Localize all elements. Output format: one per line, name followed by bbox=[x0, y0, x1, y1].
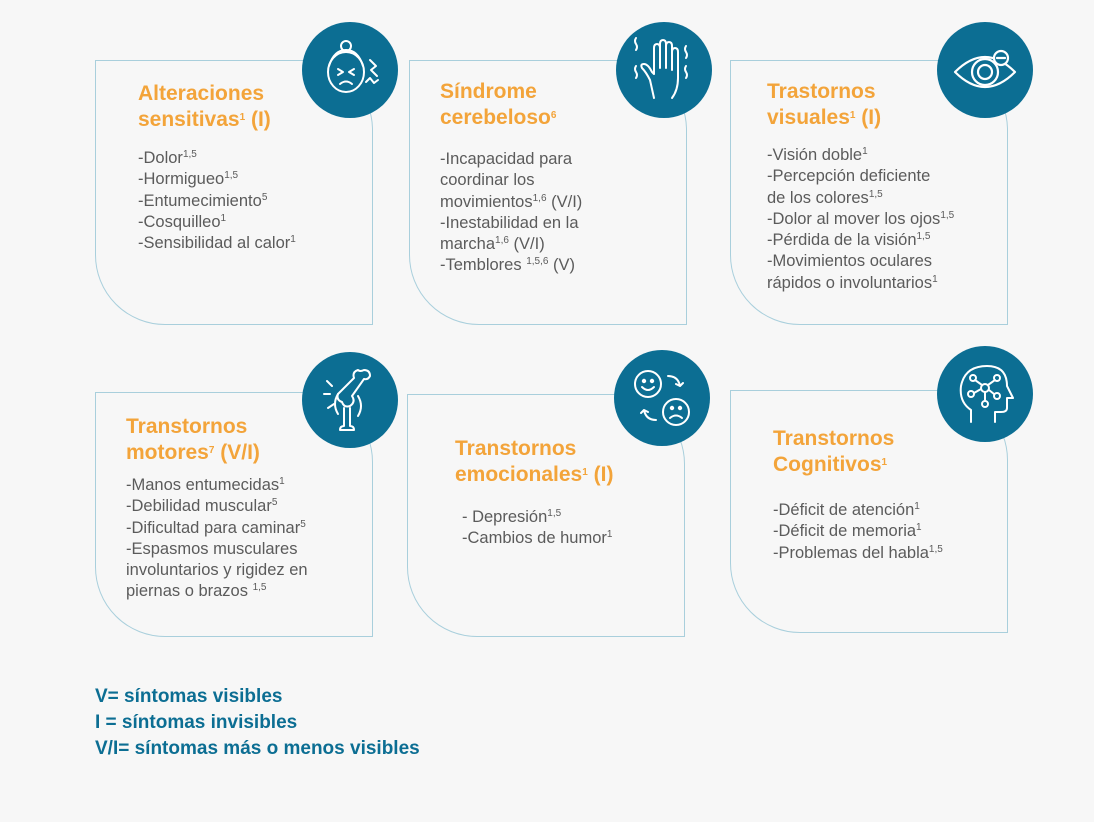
card-title: Transtornos Cognitivos$^1$ bbox=[773, 427, 895, 476]
list-item: marcha$^{1,6}$ (V/I) bbox=[440, 235, 545, 254]
list-item: -Cosquilleo$^1$ bbox=[138, 212, 227, 231]
list-item: movimientos$^{1,6}$ (V/I) bbox=[440, 192, 583, 211]
legend-mixed: V/I= síntomas más o menos visibles bbox=[95, 738, 420, 759]
symptom-list bbox=[126, 475, 308, 603]
eye-icon bbox=[937, 22, 1033, 118]
card-title: Transtornos motores$^7$ (V/I) bbox=[126, 415, 260, 464]
list-item: -Temblores $^{1,5,6}$ (V) bbox=[440, 256, 576, 275]
list-item: -Dolor al mover los ojos$^{1,5}$ bbox=[767, 209, 955, 228]
list-item: - Depresión$^{1,5}$ bbox=[462, 508, 562, 526]
card-title: Transtornos emocionales$^1$ (I) bbox=[455, 437, 614, 486]
list-item: -Pérdida de la visión$^{1,5}$ bbox=[767, 231, 931, 250]
list-item: -Cambios de humor$^1$ bbox=[462, 529, 613, 548]
list-item: -Manos entumecidas$^1$ bbox=[126, 476, 285, 494]
legend bbox=[95, 684, 420, 762]
mood-swing-icon bbox=[614, 350, 710, 446]
list-item: coordinar los bbox=[440, 171, 535, 190]
face-pain-icon bbox=[302, 22, 398, 118]
symptom-list bbox=[440, 149, 582, 277]
list-item: -Déficit de atención$^1$ bbox=[773, 501, 920, 519]
list-item: piernas o brazos $^{1,5}$ bbox=[126, 582, 267, 601]
list-item: -Incapacidad para bbox=[440, 150, 573, 168]
legend-invisible: I = síntomas invisibles bbox=[95, 712, 298, 733]
trembling-hand-icon bbox=[616, 22, 712, 118]
symptom-list bbox=[462, 507, 612, 550]
card-title: Alteraciones sensitivas$^1$ (I) bbox=[138, 82, 271, 131]
list-item: -Debilidad muscular$^5$ bbox=[126, 497, 278, 516]
list-item: -Movimientos oculares bbox=[767, 252, 933, 271]
symptom-list bbox=[773, 500, 943, 564]
list-item: -Espasmos musculares bbox=[126, 539, 298, 558]
list-item: -Hormigueo$^{1,5}$ bbox=[138, 170, 239, 189]
list-item: -Dolor$^{1,5}$ bbox=[138, 149, 197, 167]
list-item: rápidos o involuntarios$^1$ bbox=[767, 273, 938, 292]
knee-joint-icon bbox=[302, 352, 398, 448]
card-title: Trastornos visuales$^1$ (I) bbox=[767, 80, 882, 129]
list-item: -Dificultad para caminar$^5$ bbox=[126, 518, 306, 537]
list-item: -Déficit de memoria$^1$ bbox=[773, 522, 922, 541]
symptom-list bbox=[138, 148, 296, 254]
list-item: -Sensibilidad al calor$^1$ bbox=[138, 234, 296, 253]
brain-network-icon bbox=[937, 346, 1033, 442]
symptom-list bbox=[767, 145, 954, 294]
list-item: -Visión doble$^1$ bbox=[767, 146, 868, 164]
list-item: -Entumecimiento$^5$ bbox=[138, 191, 268, 210]
list-item: -Percepción deficiente bbox=[767, 167, 931, 186]
list-item: de los colores$^{1,5}$ bbox=[767, 188, 883, 207]
list-item: involuntarios y rigidez en bbox=[126, 561, 308, 580]
legend-visible: V= síntomas visibles bbox=[95, 686, 283, 707]
list-item: -Inestabilidad en la bbox=[440, 213, 579, 232]
list-item: -Problemas del habla$^{1,5}$ bbox=[773, 543, 943, 562]
card-title: Síndrome cerebeloso$^6$ bbox=[440, 80, 557, 129]
